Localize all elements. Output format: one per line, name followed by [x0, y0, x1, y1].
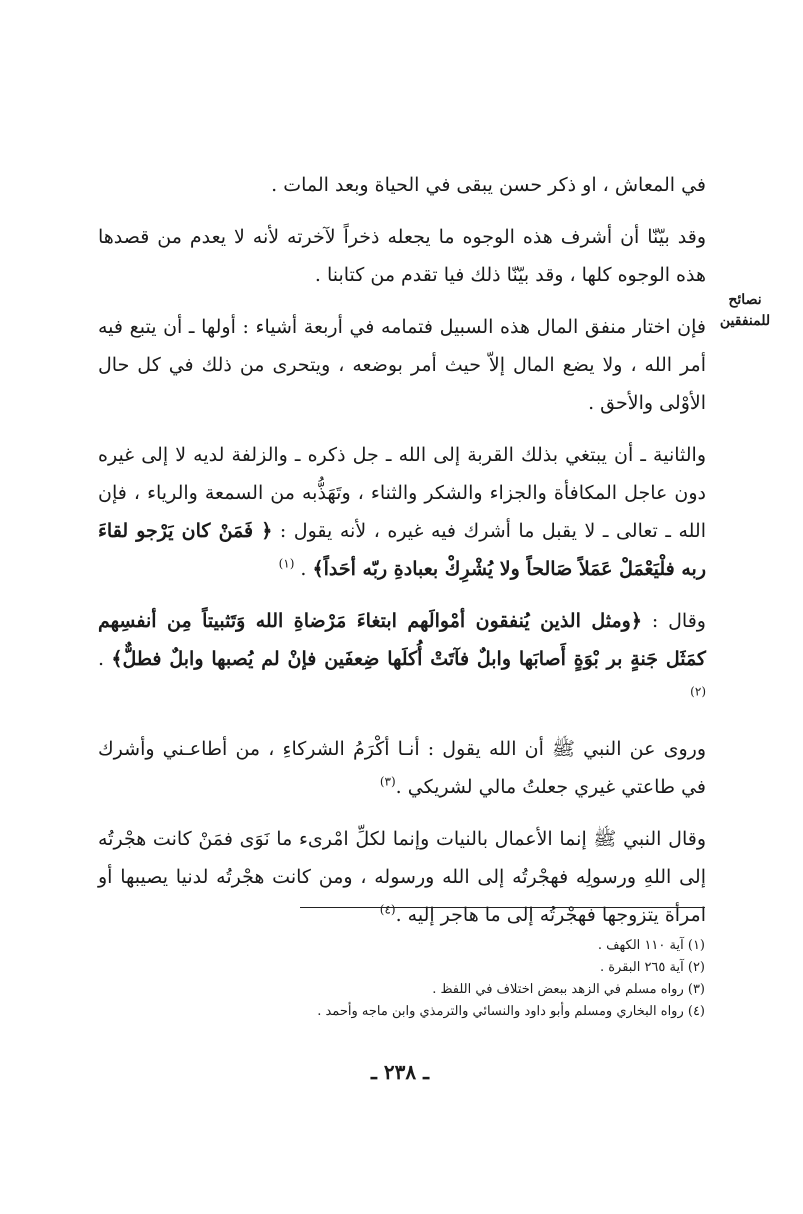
- quran-verse-2: ﴿ومثل الذين يُنفقون أمْوالَهم ابتغاءَ مَرْضاةِ الله وَتَثبيتاً مِن أنفسِهم كمَثَل جَنةٍ بر بْوَةٍ أَصابَها وابلٌ فآتَتْ أُكلَها ضِعفَين فإنْ لم يُصبها وابلٌ فطلٌّ﴾: [98, 610, 706, 670]
- footnote-ref-2: (٢): [690, 684, 706, 699]
- quran-verse-1: ﴿ فَمَنْ كان يَرْجو لقاءَ ربه فلْيَعْمَلْ عَمَلاً صَالحاً ولا يُشْرِكْ بعبادةِ ربّه أحَداً﴾: [98, 520, 706, 580]
- footnote-1: (١) آية ١١٠ الكهف .: [597, 938, 705, 953]
- paragraph-3: [98, 308, 706, 422]
- paragraph-4: [98, 436, 706, 588]
- paragraph-2-text: وقد بيّنّا أن أشرف هذه الوجوه ما يجعله ذخراً لآخرته لأنه لا يعدم من قصدها هذه الوجوه كلها ، وقد بيّنّا ذلك فيا تقدم من كتابنا .: [98, 226, 706, 286]
- footnote-3: (٣) رواه مسلم في الزهد ببعض اختلاف في اللفظ .: [432, 982, 705, 997]
- paragraph-7-text: وقال النبي ﷺ إنما الأعمال بالنيات وإنما لكلِّ امْرىء ما نَوَى فمَنْ كانت هجْرتُه إلى اللهِ ورسولِه فهجْرتُه إلى الله ورسوله ، ومن كانت هجْرتُه لدنيا يصيبها أو امرأة يتزوجها فهجْرتُه إلى ما هاجر إليه .: [98, 828, 706, 926]
- paragraph-1: [98, 166, 706, 204]
- paragraph-6: [98, 730, 706, 806]
- page-number: ـ ٢٣٨ ـ: [371, 1060, 429, 1084]
- margin-heading: نصائح للمنفقين: [719, 292, 771, 329]
- paragraph-5-end: .: [98, 648, 112, 670]
- paragraph-6-text: وروى عن النبي ﷺ أن الله يقول : أنـا أكْرَمُ الشركاءِ ، من أطاعـني وأشرك في طاعتي غيري جعلتُ مالي لشريكي .: [98, 738, 706, 798]
- paragraph-1-text: في المعاش ، او ذكر حسن يبقى في الحياة وبعد المات .: [271, 174, 706, 196]
- footnote-ref-1: (١): [278, 556, 295, 571]
- footnote-ref-3: (٣): [379, 774, 396, 789]
- footnote-ref-4: (٤): [379, 902, 396, 917]
- main-text: [98, 166, 706, 948]
- paragraph-5: [98, 602, 706, 716]
- paragraph-7: [98, 820, 706, 934]
- paragraph-3-text: فإن اختار منفق المال هذه السبيل فتمامه في أربعة أشياء : أولها ـ أن يتبع فيه أمر الله ، ولا يضع المال إلاّ حيث أمر بوضعه ، ويتحرى من ذلك في كل حال الأوْلى والأحق .: [98, 316, 706, 414]
- footnote-4: (٤) رواه البخاري ومسلم وأبو داود والنسائي والترمذي وابن ماجه وأحمد .: [317, 1004, 705, 1019]
- footnote-divider: [300, 907, 705, 908]
- paragraph-5-text: وقال :: [641, 610, 706, 632]
- footnote-2: (٢) آية ٢٦٥ البقرة .: [599, 960, 705, 975]
- paragraph-4-text: والثانية ـ أن يبتغي بذلك القربة إلى الله ـ جل ذكره ـ والزلفة لديه لا إلى غيره دون عاجل المكافأة والجزاء والشكر والثناء ، وتَهَذُّبه من السمعة والرياء ، فإن الله ـ تعالى ـ لا يقبل ما أشرك فيه غيره ، لأنه يقول :: [98, 444, 706, 542]
- footnotes: [200, 935, 705, 1023]
- paragraph-2: [98, 218, 706, 294]
- paragraph-4-end: .: [294, 558, 313, 580]
